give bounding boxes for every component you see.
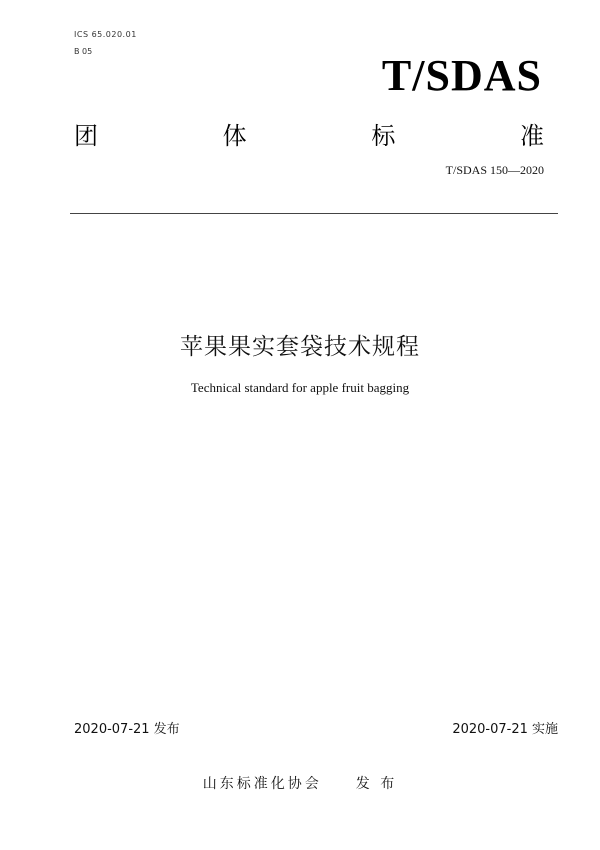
ccs-code: B 05 [74,47,93,56]
publisher: 山东标准化协会 发 布 [202,776,398,792]
title-english: Technical standard for apple fruit bagging [190,380,410,395]
standard-number: T/SDAS 150—2020 [445,163,544,177]
ics-code: ICS 65.020.01 [74,30,137,39]
implement-date: 2020-07-21 实施 [452,722,558,737]
kind-char: 体 [222,122,247,150]
standard-logo: T/SDAS [381,51,542,100]
header-divider [70,213,558,214]
title-chinese: 苹果果实套袋技术规程 [180,334,420,360]
publish-date: 2020-07-21 发布 [74,722,180,737]
kind-char: 准 [519,122,544,150]
kind-char: 标 [371,122,396,150]
kind-char: 团 [74,122,98,150]
standard-kind [74,116,544,151]
